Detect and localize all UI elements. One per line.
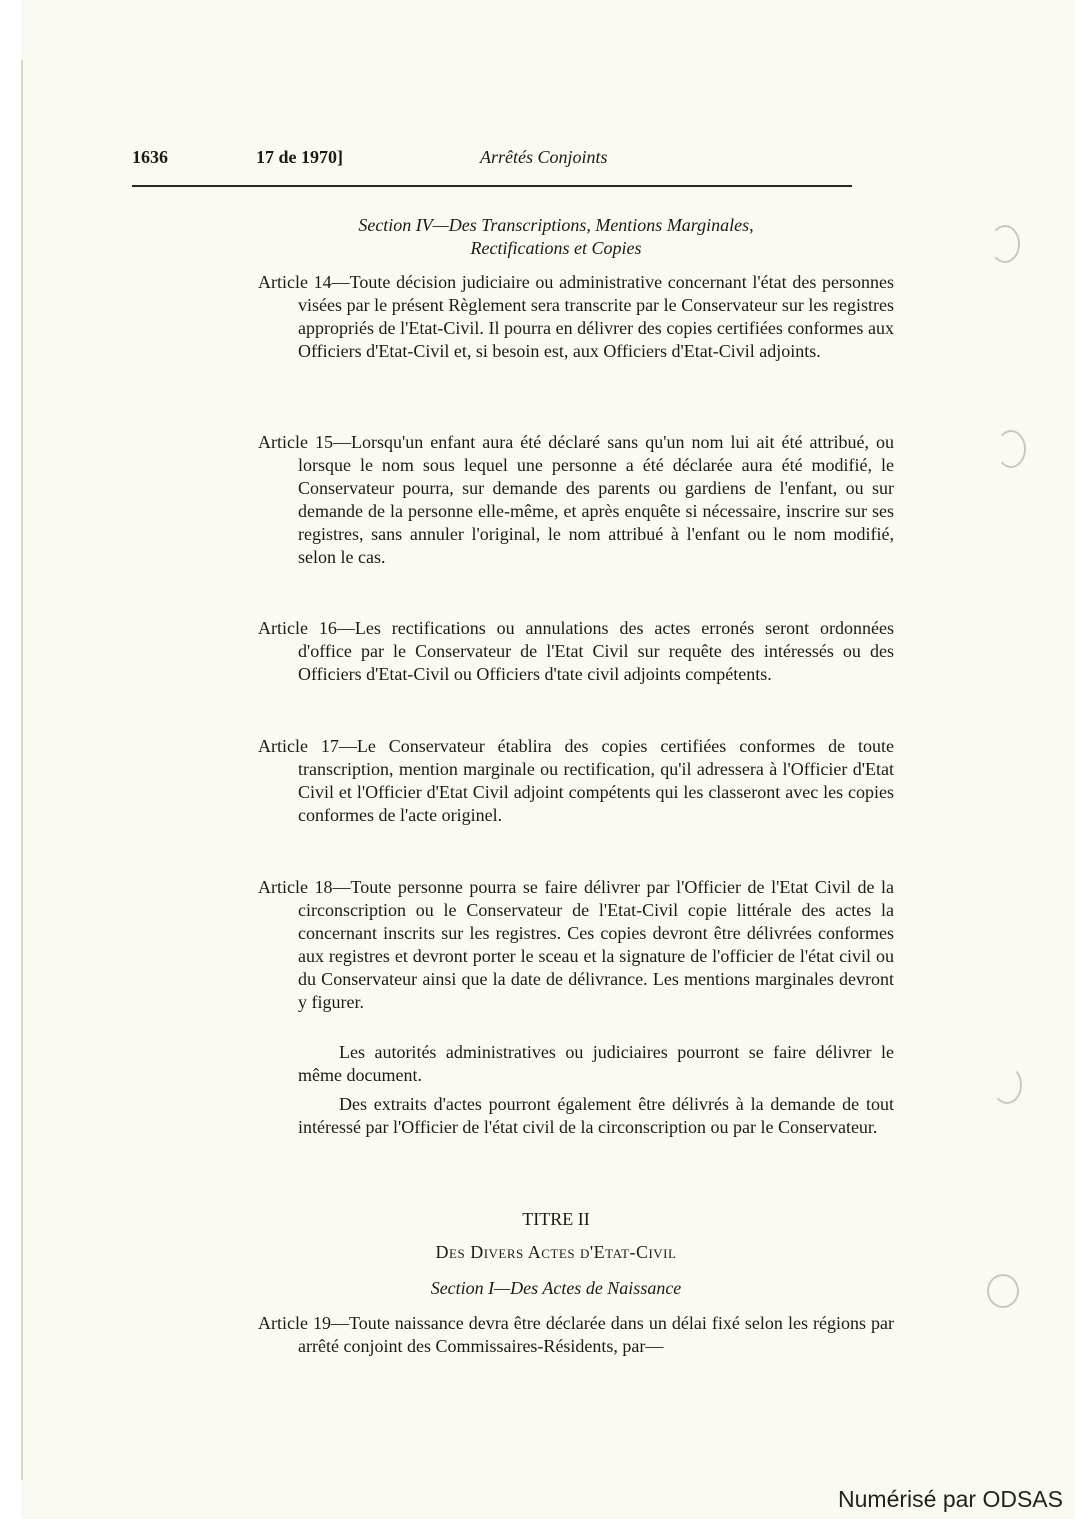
article-15: Article 15—Lorsqu'un enfant aura été déclaré sans qu'un nom lui ait été attribué, ou lorsque le nom sous lequel une personne a été déclarée aura été modifié, le Conservateur pourra, sur demande des parents ou gardiens de l'enfant, ou sur demande de la personne elle-même, et après enquête si nécessaire, inscrire sur ses registres, sans annuler l'original, le nom attribué à l'enfant ou le nom modifié, selon le cas. [258, 432, 894, 567]
header-date: 17 de 1970] [256, 147, 343, 167]
section-i-heading: Section I—Des Actes de Naissance [430, 1278, 682, 1298]
article-16: Article 16—Les rectifications ou annulations des actes erronés seront ordonnées d'office par le Conservateur de l'Etat Civil sur requête des intéressés ou des Officiers d'Etat-Civil ou Officiers d'tate civil adjoints compétents. [258, 618, 894, 684]
section-iv-heading [258, 214, 854, 260]
page-number: 1636 [132, 147, 168, 167]
punch-hole-1 [990, 225, 1020, 263]
punch-hole-3 [992, 1066, 1022, 1104]
punch-hole-4 [987, 1274, 1019, 1308]
article-18-paragraph-3: Des extraits d'actes pourront également être délivrés à la demande de tout intéressé par l'Officier de l'état civil de la circonscription ou par le Conservateur. [298, 1094, 894, 1137]
section-iv-line2: Rectifications et Copies [470, 238, 642, 258]
article-18: Article 18—Toute personne pourra se faire délivrer par l'Officier de l'Etat Civil de la circonscription ou le Conservateur de l'Etat-Civil copie littérale des actes la concernant inscrits sur les registres. Ces copies devront être délivrées conformes aux registres et devront porter le sceau et la signature de l'officier de l'état civil ou du Conservateur ainsi que la date de délivrance. Les mentions marginales devront y figurer. [258, 877, 894, 1012]
article-18-paragraph-2: Les autorités administratives ou judiciaires pourront se faire délivrer le même document. [298, 1042, 894, 1085]
running-header [132, 147, 852, 173]
titre-ii-heading: TITRE II [522, 1209, 590, 1229]
section-iv-line1: Section IV—Des Transcriptions, Mentions Marginales, [358, 215, 754, 235]
article-14: Article 14—Toute décision judiciaire ou administrative concernant l'état des personnes visées par le présent Règlement sera transcrite par le Conservateur sur les registres appropriés de l'Etat-Civil. Il pourra en délivrer des copies certifiées conformes aux Officiers d'Etat-Civil et, si besoin est, aux Officiers d'Etat-Civil adjoints. [258, 272, 894, 361]
article-17: Article 17—Le Conservateur établira des copies certifiées conformes de toute transcription, mention marginale ou rectification, qu'il adressera à l'Officier d'Etat Civil et l'Officier d'Etat Civil adjoint compétents qui les classeront avec les copies conformes de l'acte originel. [258, 736, 894, 825]
digitization-watermark: Numérisé par ODSAS [838, 1486, 1063, 1512]
article-19: Article 19—Toute naissance devra être déclarée dans un délai fixé selon les régions par arrêté conjoint des Commissaires-Résidents, par— [258, 1313, 894, 1356]
page-edge [21, 60, 23, 1480]
titre-ii-subtitle: Des Divers Actes d'Etat-Civil [435, 1242, 677, 1262]
punch-hole-2 [996, 430, 1026, 468]
header-rule [132, 185, 852, 187]
header-title: Arrêtés Conjoints [480, 147, 608, 167]
